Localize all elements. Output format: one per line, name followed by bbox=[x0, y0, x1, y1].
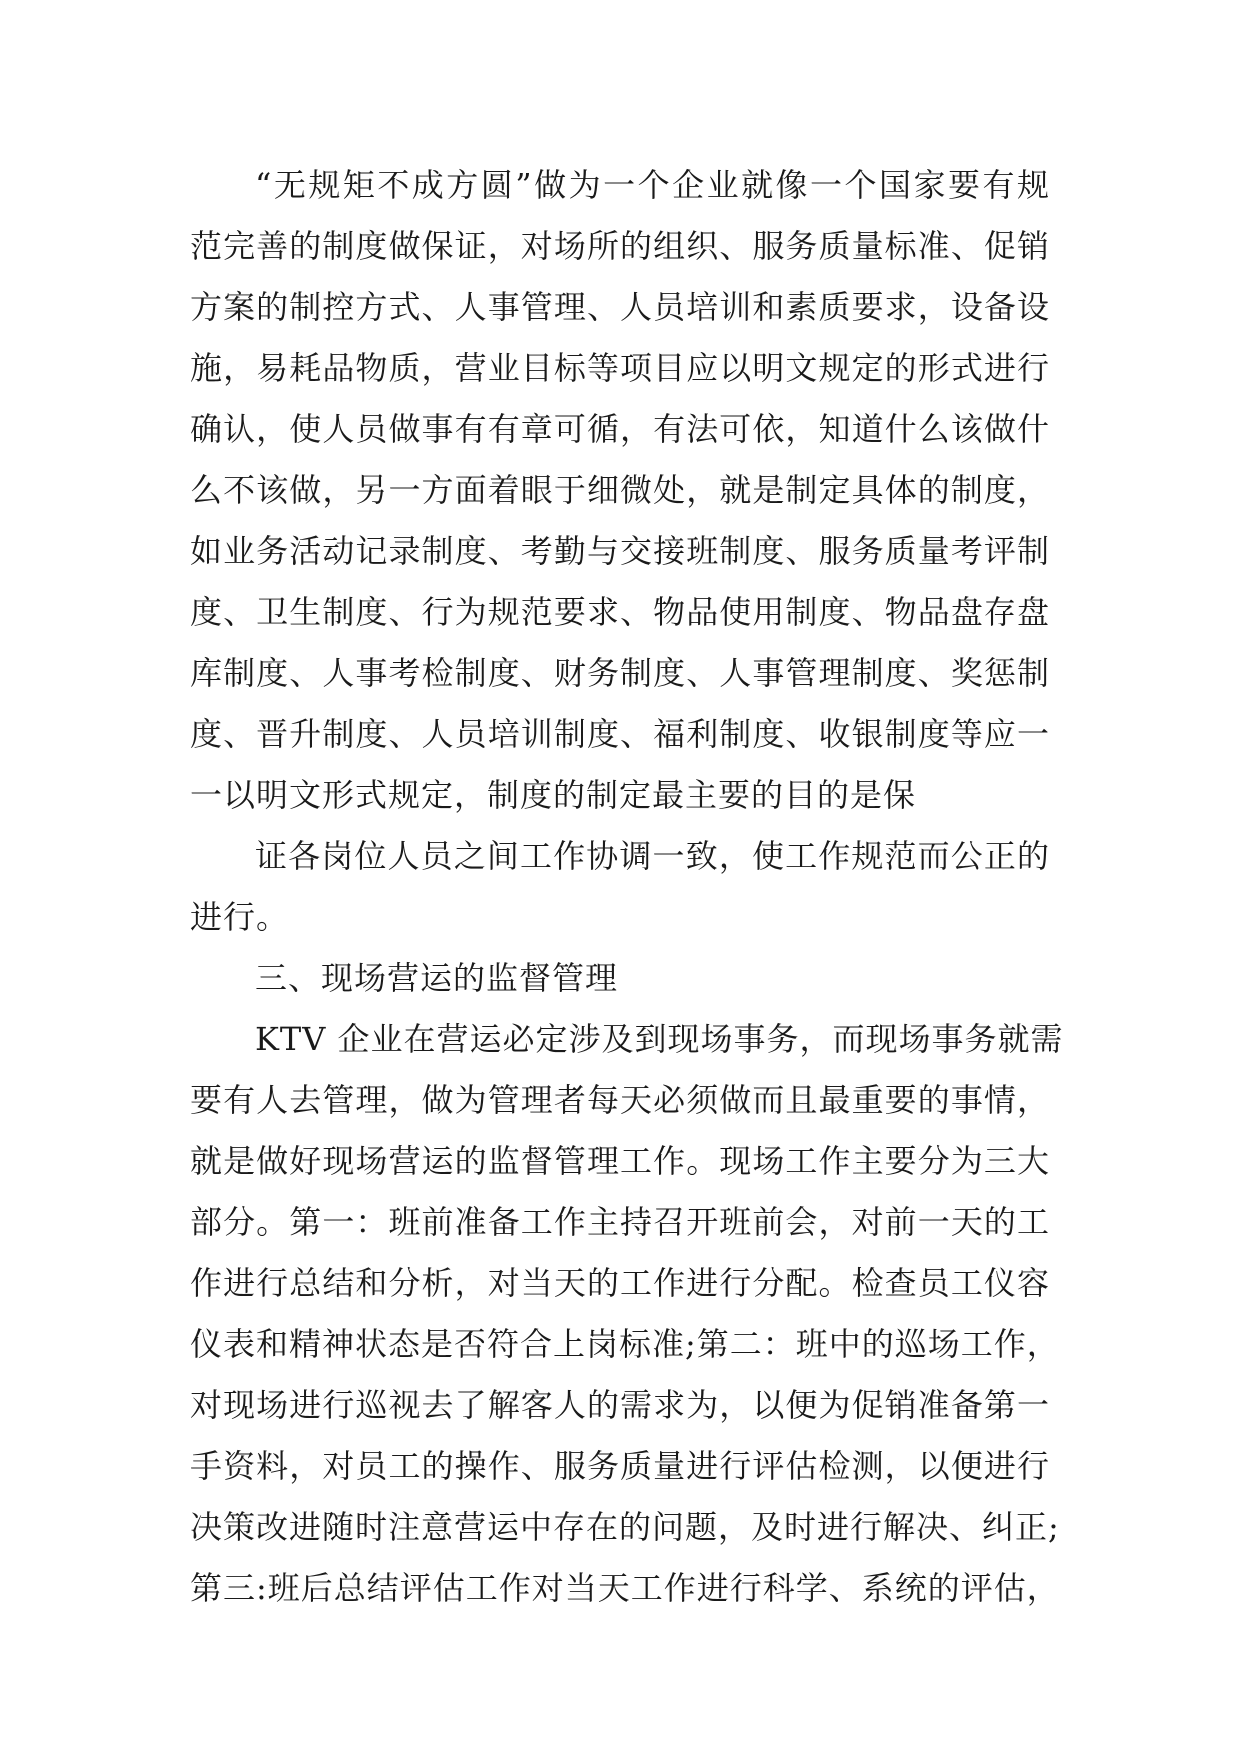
paragraph-line: 范完善的制度做保证，对场所的组织、服务质量标准、促销 bbox=[190, 227, 1050, 265]
paragraph-line: 库制度、人事考检制度、财务制度、人事管理制度、奖惩制 bbox=[190, 654, 1050, 692]
paragraph-line: 决策改进随时注意营运中存在的问题，及时进行解决、纠正; bbox=[190, 1508, 1060, 1546]
paragraph-line: 进行。 bbox=[190, 898, 290, 936]
paragraph-line: 第三:班后总结评估工作对当天工作进行科学、系统的评估， bbox=[190, 1569, 1060, 1607]
paragraph-line: KTV 企业在营运必定涉及到现场事务，而现场事务就需 bbox=[255, 1020, 1064, 1058]
paragraph-line: 度、晋升制度、人员培训制度、福利制度、收银制度等应一 bbox=[190, 715, 1050, 753]
paragraph-line: 证各岗位人员之间工作协调一致，使工作规范而公正的 bbox=[255, 837, 1050, 875]
body-text bbox=[190, 155, 1064, 1619]
paragraph-line: 对现场进行巡视去了解客人的需求为，以便为促销准备第一 bbox=[190, 1386, 1050, 1424]
paragraph-line: 确认，使人员做事有有章可循，有法可依，知道什么该做什 bbox=[190, 410, 1050, 448]
paragraph-line: 作进行总结和分析，对当天的工作进行分配。检查员工仪容 bbox=[190, 1264, 1050, 1302]
paragraph-line: 施，易耗品物质，营业目标等项目应以明文规定的形式进行 bbox=[190, 349, 1050, 387]
paragraph-line: “无规矩不成方圆”做为一个企业就像一个国家要有规 bbox=[255, 166, 1050, 204]
paragraph-line: 方案的制控方式、人事管理、人员培训和素质要求，设备设 bbox=[190, 288, 1050, 326]
paragraph-line: 仪表和精神状态是否符合上岗标准;第二：班中的巡场工作， bbox=[190, 1325, 1060, 1363]
paragraph-line: 一以明文形式规定，制度的制定最主要的目的是保 bbox=[190, 776, 917, 814]
paragraph-line: 手资料，对员工的操作、服务质量进行评估检测，以便进行 bbox=[190, 1447, 1050, 1485]
paragraph-line: 就是做好现场营运的监督管理工作。现场工作主要分为三大 bbox=[190, 1142, 1050, 1180]
paragraph-line: 部分。第一：班前准备工作主持召开班前会，对前一天的工 bbox=[190, 1203, 1050, 1241]
paragraph-line: 如业务活动记录制度、考勤与交接班制度、服务质量考评制 bbox=[190, 532, 1050, 570]
paragraph-line: 度、卫生制度、行为规范要求、物品使用制度、物品盘存盘 bbox=[190, 593, 1050, 631]
paragraph-line: 么不该做，另一方面着眼于细微处，就是制定具体的制度， bbox=[190, 471, 1050, 509]
section-heading: 三、现场营运的监督管理 bbox=[255, 959, 619, 997]
paragraph-line: 要有人去管理，做为管理者每天必须做而且最重要的事情， bbox=[190, 1081, 1050, 1119]
